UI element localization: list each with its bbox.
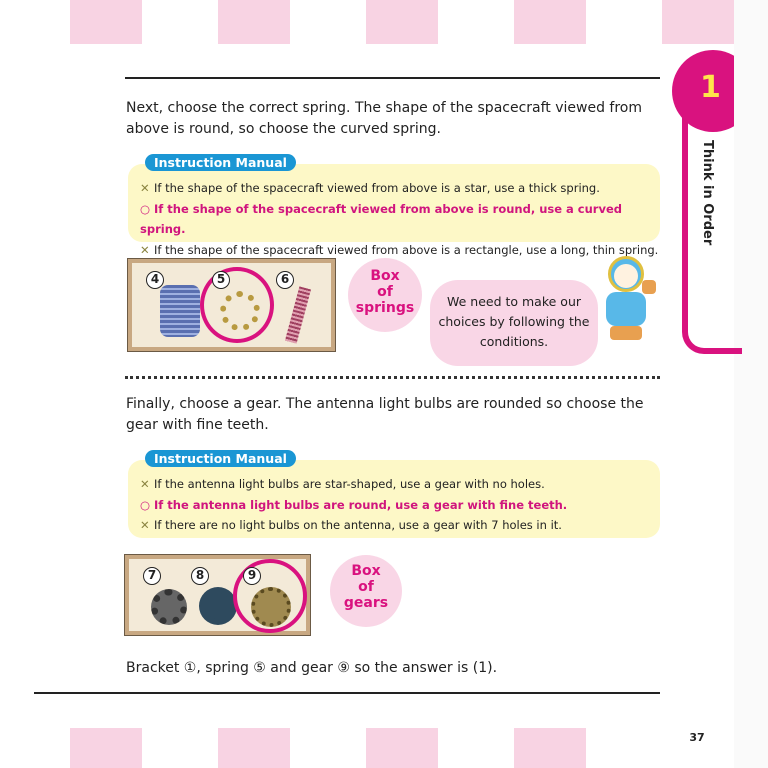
item-number: 8: [191, 567, 209, 585]
thick-spring-icon: [160, 285, 200, 337]
top-rule: [125, 77, 660, 79]
rule-row: ✕ If there are no light bulbs on the antenna, use a gear with 7 holes in it.: [140, 515, 660, 536]
instruction-box-springs: [128, 164, 660, 257]
bottom-rule: [34, 692, 660, 694]
cross-icon: ✕: [140, 518, 150, 532]
circle-icon: ○: [140, 201, 151, 216]
speech-bubble: We need to make our choices by following the conditions.: [430, 280, 598, 366]
box-label-gears: Box of gears: [330, 555, 402, 627]
cross-icon: ✕: [140, 477, 150, 491]
stripe: [218, 728, 290, 768]
astronaut-character: [600, 252, 660, 344]
page-number: 37: [685, 726, 709, 750]
stripe: [70, 728, 142, 768]
instruction-manual-label: Instruction Manual: [145, 154, 296, 171]
instruction-box-gears: [128, 460, 660, 538]
box-label-springs: Box of springs: [348, 258, 422, 332]
cross-icon: ✕: [140, 181, 150, 195]
curved-spring-icon: [220, 291, 260, 331]
item-number: 4: [146, 271, 164, 289]
gear-holes-icon: [151, 589, 187, 625]
stripe: [366, 0, 438, 44]
chapter-number: 1: [700, 70, 721, 105]
thin-spring-icon: [285, 286, 311, 343]
item-number: 9: [243, 567, 261, 585]
rule-row: ✕ If the shape of the spacecraft viewed from above is a star, use a thick spring.: [140, 178, 660, 199]
paragraph-spring: Next, choose the correct spring. The shape of the spacecraft viewed from above is round, so choose the curved spring.: [126, 100, 643, 137]
item-number: 7: [143, 567, 161, 585]
circle-icon: ○: [140, 497, 151, 512]
gear-plain-icon: [199, 587, 237, 625]
stripe: [366, 728, 438, 768]
spring-box-illustration: [128, 259, 335, 351]
instruction-manual-label: Instruction Manual: [145, 450, 296, 467]
stripe: [514, 0, 586, 44]
stripe: [218, 0, 290, 44]
stripe: [514, 728, 586, 768]
paragraph-gear: Finally, choose a gear. The antenna light bulbs are rounded so choose the gear with fine teeth.: [126, 396, 644, 433]
gear-box-illustration: [125, 555, 310, 635]
item-number: 5: [212, 271, 230, 289]
gear-fine-teeth-icon: [251, 587, 291, 627]
rule-row: ✕ If the shape of the spacecraft viewed from above is a rectangle, use a long, thin spring.: [140, 240, 660, 261]
rule-row: ✕ If the antenna light bulbs are star-shaped, use a gear with no holes.: [140, 474, 660, 495]
chapter-title: Think in Order: [700, 140, 715, 246]
dotted-divider: [125, 376, 660, 379]
item-number: 6: [276, 271, 294, 289]
stripe: [70, 0, 142, 44]
rule-row-correct: ○ If the shape of the spacecraft viewed from above is round, use a curved spring.: [140, 199, 660, 240]
rule-row-correct: ○ If the antenna light bulbs are round, use a gear with fine teeth.: [140, 495, 660, 516]
answer-text: Bracket ①, spring ⑤ and gear ⑨ so the answer is (1).: [126, 660, 498, 676]
stripe: [662, 0, 734, 44]
cross-icon: ✕: [140, 242, 150, 257]
